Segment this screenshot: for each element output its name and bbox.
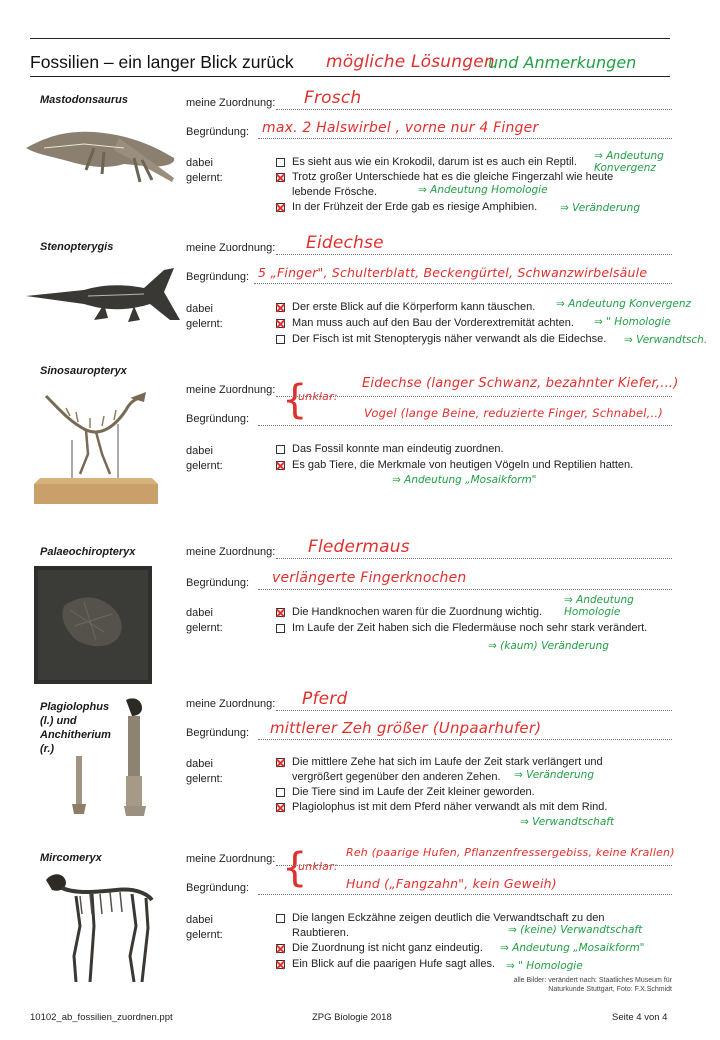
page-title: Fossilien – ein langer Blick zurück [30,52,294,72]
zuordnung-label: meine Zuordnung: [186,384,276,396]
begruendung-answer: Vogel (lange Beine, reduzierte Finger, Schnabel,..) [364,406,663,420]
note: ⇒ Andeutung Homologie [418,184,548,196]
zuordnung-answer: Reh (paarige Hufen, Pflanzenfressergebiss, keine Krallen) [346,846,675,859]
begruendung-answer: 5 „Finger", Schulterblatt, Beckengürtel, Schwanzwirbelsäule [258,265,648,280]
note: ⇒ Andeutung „Mosaikform" [500,942,645,954]
checklist-item [276,458,666,473]
note: ⇒ Andeutung Homologie [564,594,634,618]
zuordnung-answer: Frosch [304,88,362,108]
gelernt-text: gelernt: [186,929,223,941]
begruendung-line [258,894,672,895]
image-credit: alle Bilder: verändert nach: Staatliches Museum für Naturkunde Stuttgart, Foto: F.X.Schmidt [513,977,672,993]
checklist-item [276,785,666,800]
item-text: Die Tiere sind im Laufe der Zeit kleiner geworden. [292,786,535,798]
species-name: Palaeochiropteryx [40,546,136,558]
note: ⇒ Andeutung „Mosaikform" [392,474,537,486]
top-border [30,38,670,39]
dabei-gelernt-label [186,444,223,474]
begruendung-answer: mittlerer Zeh größer (Unpaarhufer) [270,719,542,737]
begruendung-label: Begründung: [186,577,249,589]
dabei-text: dabei [186,914,213,926]
gelernt-text: gelernt: [186,460,223,472]
checkbox-checked[interactable] [276,944,285,953]
checkbox-checked[interactable] [276,960,285,969]
header-annotation-green: und Anmerkungen [488,53,637,72]
checkbox[interactable] [276,914,285,923]
checklist-item [276,957,666,972]
zuordnung-answer: Fledermaus [308,537,410,557]
unklar-note: unklar: [298,860,338,873]
species-name: Plagiolophus (l.) und Anchitherium (r.) [40,701,111,755]
item-text: Trotz großer Unterschiede hat es die gleiche Fingerzahl wie heute lebende Frösche. [292,171,614,198]
zuordnung-label: meine Zuordnung: [186,97,276,109]
note: ⇒ Veränderung [514,769,594,781]
item-text: Das Fossil konnte man eindeutig zuordnen. [292,443,504,455]
checklist-item [276,332,666,347]
item-text: Es sieht aus wie ein Krokodil, darum ist es auch ein Reptil. [292,156,577,168]
item-text: Die mittlere Zehe hat sich im Laufe der Zeit stark verlängert und vergrößert gegenüber den anderen Zehen. [292,756,603,783]
note: ⇒ (kaum) Veränderung [488,640,609,652]
item-text: Die Zuordnung ist nicht ganz eindeutig. [292,942,483,954]
header-annotation-red: mögliche Lösungen [326,52,495,72]
note: ⇒ (keine) Verwandtschaft [508,924,643,936]
dabei-text: dabei [186,157,213,169]
note: ⇒ Verwandtschaft [520,816,615,828]
zuordnung-answer: Pferd [302,689,348,709]
item-text: Der erste Blick auf die Körperform kann täuschen. [292,301,536,313]
footer-page: Seite 4 von 4 [612,1012,668,1023]
species-name: Mastodonsaurus [40,94,129,106]
dabei-text: dabei [186,445,213,457]
species-name: Sinosauropteryx [40,365,127,377]
checkbox[interactable] [276,445,285,454]
checkbox[interactable] [276,788,285,797]
dabei-text: dabei [186,607,213,619]
checkbox[interactable] [276,335,285,344]
checkbox-checked[interactable] [276,803,285,812]
begruendung-line [258,138,672,139]
begruendung-answer: max. 2 Halswirbel , vorne nur 4 Finger [262,120,539,136]
sinosauropteryx-skeleton-image [30,380,160,506]
note: ⇒ Verwandtsch. [624,334,708,346]
checkbox-checked[interactable] [276,461,285,470]
gelernt-text: gelernt: [186,773,223,785]
palaeochiropteryx-fossil-image [34,566,152,684]
checkbox-checked[interactable] [276,319,285,328]
brace-icon: { [282,845,308,891]
item-text: Man muss auch auf den Bau der Vorderextremität achten. [292,317,574,329]
species-name: Mircomeryx [40,852,102,864]
zuordnung-line [276,109,672,110]
item-text: In der Frühzeit der Erde gab es riesige Amphibien. [292,201,538,213]
brace-icon: { [282,377,308,423]
dabei-gelernt-label [186,913,223,943]
checkbox[interactable] [276,158,285,167]
checklist-item [276,621,676,636]
checkbox-checked[interactable] [276,758,285,767]
mastodonsaurus-skeleton-image [24,108,182,190]
zuordnung-label: meine Zuordnung: [186,698,276,710]
zuordnung-answer: Eidechse (langer Schwanz, bezahnter Kiefer,...) [362,376,679,391]
begruendung-line [258,739,672,740]
dabei-text: dabei [186,303,213,315]
note: ⇒ Veränderung [560,202,640,214]
begruendung-label: Begründung: [186,882,249,894]
checkbox-checked[interactable] [276,608,285,617]
footer-center: ZPG Biologie 2018 [312,1012,392,1023]
begruendung-label: Begründung: [186,271,249,283]
checkbox-checked[interactable] [276,173,285,182]
zuordnung-line [276,710,672,711]
zuordnung-line [276,254,672,255]
title-underline [30,76,670,77]
gelernt-text: gelernt: [186,622,223,634]
zuordnung-line [276,396,672,397]
checkbox[interactable] [276,624,285,633]
footer-filename: 10102_ab_fossilien_zuordnen.ppt [30,1012,173,1023]
begruendung-label: Begründung: [186,727,249,739]
zuordnung-line [276,558,672,559]
begruendung-label: Begründung: [186,126,249,138]
begruendung-line [258,589,672,590]
zuordnung-label: meine Zuordnung: [186,242,276,254]
dabei-gelernt-label [186,302,223,332]
item-text: Die Handknochen waren für die Zuordnung wichtig. [292,606,543,618]
gelernt-text: gelernt: [186,172,223,184]
note: ⇒ Andeutung Konvergenz [594,150,664,174]
item-text: Im Laufe der Zeit haben sich die Fledermäuse noch sehr stark verändert. [292,622,648,634]
mircomeryx-skeleton-image [36,866,166,986]
checkbox-checked[interactable] [276,203,285,212]
begruendung-answer: verlängerte Fingerknochen [272,570,467,586]
checklist-item [276,800,666,815]
item-text: Der Fisch ist mit Stenopterygis näher verwandt als die Eidechse. [292,333,607,345]
begruendung-line [258,425,672,426]
dabei-gelernt-label [186,606,223,636]
zuordnung-label: meine Zuordnung: [186,546,276,558]
zuordnung-line [276,865,672,866]
horse-foot-bones-image [64,692,154,824]
item-text: Plagiolophus ist mit dem Pferd näher verwandt als mit dem Rind. [292,801,608,813]
gelernt-text: gelernt: [186,318,223,330]
unklar-note: unklar: [298,390,338,403]
note: ⇒ " Homologie [506,960,583,972]
item-text: Ein Blick auf die paarigen Hufe sagt alles. [292,958,496,970]
zuordnung-answer: Eidechse [306,233,384,253]
checklist-item [276,442,666,457]
item-text: Es gab Tiere, die Merkmale von heutigen Vögeln und Reptilien hatten. [292,459,634,471]
begruendung-line [254,283,672,284]
dabei-gelernt-label [186,156,223,186]
note: ⇒ " Homologie [594,316,671,328]
begruendung-label: Begründung: [186,413,249,425]
checkbox-checked[interactable] [276,303,285,312]
item-text: Die langen Eckzähne zeigen deutlich die Verwandtschaft zu den Raubtieren. [292,912,605,939]
dabei-text: dabei [186,758,213,770]
species-name: Stenopterygis [40,241,114,253]
zuordnung-label: meine Zuordnung: [186,853,276,865]
dabei-gelernt-label [186,757,223,787]
stenopterygis-skeleton-image [24,262,182,326]
note: ⇒ Andeutung Konvergenz [556,298,692,310]
begruendung-answer: Hund („Fangzahn", kein Geweih) [346,876,557,891]
